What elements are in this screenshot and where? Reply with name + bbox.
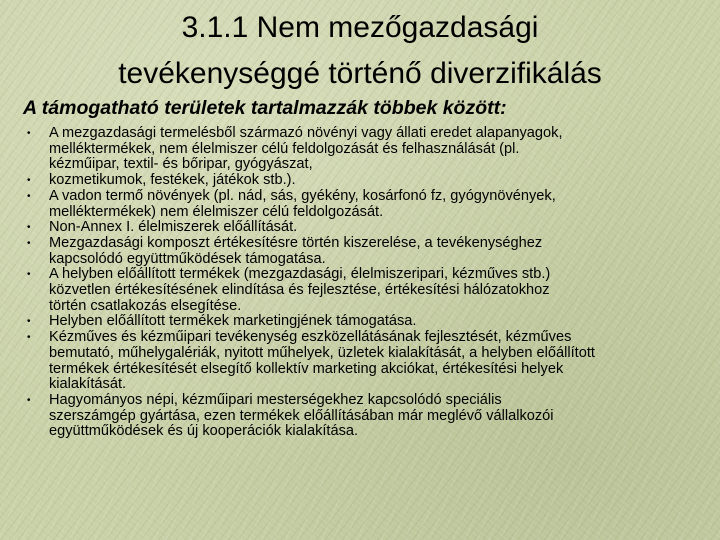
- bullet-dot-icon: •: [27, 128, 31, 139]
- bullet-text-line: történ csatlakozás elsegítése.: [49, 297, 242, 314]
- bullet-dot-icon: •: [27, 175, 31, 187]
- bullet-text-line: Helyben előállított termékek marketingjének támogatása.: [49, 313, 417, 330]
- bullet-item: [27, 330, 715, 393]
- title-line-2: tevékenységgé történő diverzifikálás: [118, 57, 602, 90]
- bullet-text-line: kapcsolódó együttműködések támogatása.: [49, 250, 326, 267]
- bullet-text-line: melléktermékek) nem élelmiszer célú feldolgozását.: [49, 203, 384, 220]
- bullet-dot-icon: •: [27, 316, 31, 328]
- bullet-dot-icon: •: [27, 190, 31, 202]
- slide-title: [20, 5, 700, 97]
- bullet-dot-icon: •: [27, 269, 31, 281]
- slide-subtitle: A támogatható területek tartalmazzák többek között:: [23, 97, 507, 119]
- bullet-item: [27, 314, 715, 330]
- bullet-item: [27, 220, 715, 236]
- bullet-dot-icon: •: [27, 237, 31, 249]
- bullet-text-line: Kézműves és kézműipari tevékenység eszközellátásának fejlesztését, kézműves: [49, 329, 572, 346]
- bullet-text-line: kézműipar, textil- és bőripar, gyógyászat,: [49, 156, 313, 173]
- bullet-text-line: termékek értékesítését elsegítő kollektív marketing akciókat, értékesítési helyek: [49, 360, 564, 377]
- bullet-dot-icon: •: [27, 332, 31, 344]
- title-line-1: 3.1.1 Nem mezőgazdasági: [181, 11, 539, 44]
- bullet-text-line: együttműködések és új kooperációk kialakítása.: [49, 423, 359, 440]
- bullet-dot-icon: •: [27, 222, 31, 234]
- bullet-item: [27, 173, 715, 189]
- bullet-text-line: kialakítását.: [49, 376, 127, 393]
- bullet-list: [27, 126, 715, 440]
- bullet-text-line: A helyben előállított termékek (mezgazdasági, élelmiszeripari, kézműves stb.): [49, 266, 551, 283]
- bullet-text-line: melléktermékek, nem élelmiszer célú feldolgozását és felhasználását (pl.: [49, 140, 520, 157]
- bullet-text-line: A vadon termő növények (pl. nád, sás, gyékény, kosárfonó fz, gyógynövények,: [49, 187, 556, 204]
- bullet-item: [27, 236, 715, 267]
- bullet-dot-icon: •: [27, 394, 31, 406]
- bullet-item: [27, 189, 715, 220]
- bullet-text-line: szerszámgép gyártása, ezen termékek előállításában már meglévő vállalkozói: [49, 407, 554, 424]
- bullet-text-line: A mezgazdasági termelésből származó növényi vagy állati eredet alapanyagok,: [49, 125, 563, 141]
- bullet-text-line: Non-Annex I. élelmiszerek előállítását.: [49, 219, 298, 236]
- bullet-text-line: bemutató, műhelygalériák, nyitott műhelyek, üzletek kialakítását, a helyben előállított: [49, 344, 595, 361]
- bullet-text-line: Mezgazdasági komposzt értékesítésre történ kiszerelése, a tevékenységhez: [49, 234, 543, 251]
- bullet-text-line: Hagyományos népi, kézműipari mesterségekhez kapcsolódó speciális: [49, 391, 502, 408]
- bullet-item: [27, 393, 715, 440]
- bullet-text-line: kozmetikumok, festékek, játékok stb.).: [49, 172, 296, 189]
- bullet-item: [27, 126, 715, 173]
- bullet-item: [27, 267, 715, 314]
- bullet-text-line: közvetlen értékesítésének elindítása és fejlesztése, értékesítési hálózatokhoz: [49, 282, 550, 299]
